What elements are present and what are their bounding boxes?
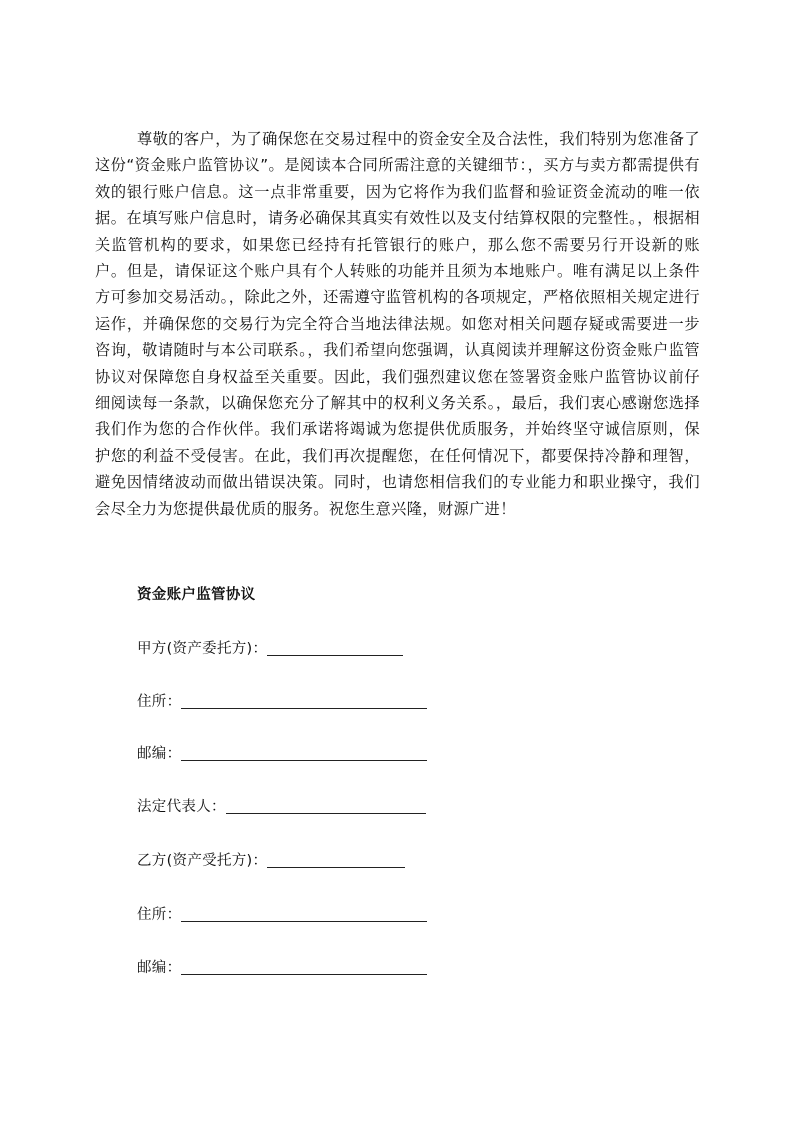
address-b-label: 住所：	[137, 907, 182, 923]
party-a-blank-line	[267, 641, 403, 656]
intro-paragraph: 尊敬的客户，为了确保您在交易过程中的资金安全及合法性，我们特别为您准备了这份“资金账户监管协议”。是阅读本合同所需注意的关键细节：，买方与卖方都需提供有效的银行账户信息。这一点非常重要，因为它将作为我们监督和验证资金流动的唯一依据。在填写账户信息时，请务必确保其真实有效性以及支付结算权限的完整性。，根据相关监管机构的要求，如果您已经持有托管银行的账户，那么您不需要另行开设新的账户。但是，请保证这个账户具有个人转账的功能并且须为本地账户。唯有满足以上条件方可参加交易活动。，除此之外，还需遵守监管机构的各项规定，严格依照相关规定进行运作，并确保您的交易行为完全符合当地法律法规。如您对相关问题存疑或需要进一步咨询，敬请随时与本公司联系。，我们希望向您强调，认真阅读并理解这份资金账户监管协议对保障您自身权益至关重要。因此，我们强烈建议您在签署资金账户监管协议前仔细阅读每一条款，以确保您充分了解其中的权利义务关系。，最后，我们衷心感谢您选择我们作为您的合作伙伴。我们承诺将竭诚为您提供优质服务，并始终坚守诚信原则，保护您的利益不受侵害。在此，我们再次提醒您，在任何情况下，都要保持冷静和理智，避免因情绪波动而做出错误决策。同时，也请您相信我们的专业能力和职业操守，我们会尽全力为您提供最优质的服务。祝您生意兴隆，财源广进！	[95, 130, 700, 518]
party-b-blank-line	[267, 853, 405, 868]
agreement-title: 资金账户监管协议	[137, 587, 256, 603]
legal-rep-label: 法定代表人：	[137, 799, 226, 815]
postcode-b-blank-line	[181, 960, 427, 975]
party-a-label: 甲方(资产委托方)：	[137, 641, 268, 657]
address-a-blank-line	[181, 694, 427, 709]
address-b-field	[137, 904, 427, 924]
postcode-a-field	[137, 743, 427, 763]
address-a-label: 住所：	[137, 694, 182, 710]
party-b-label: 乙方(资产受托方)：	[137, 853, 268, 869]
postcode-b-field	[137, 957, 427, 977]
postcode-b-label: 邮编：	[137, 960, 182, 976]
legal-rep-field	[137, 796, 426, 816]
address-a-field	[137, 691, 427, 711]
postcode-a-blank-line	[181, 746, 427, 761]
party-a-field	[137, 638, 403, 658]
party-b-field	[137, 850, 405, 870]
postcode-a-label: 邮编：	[137, 746, 182, 762]
address-b-blank-line	[181, 907, 427, 922]
legal-rep-blank-line	[226, 799, 426, 814]
